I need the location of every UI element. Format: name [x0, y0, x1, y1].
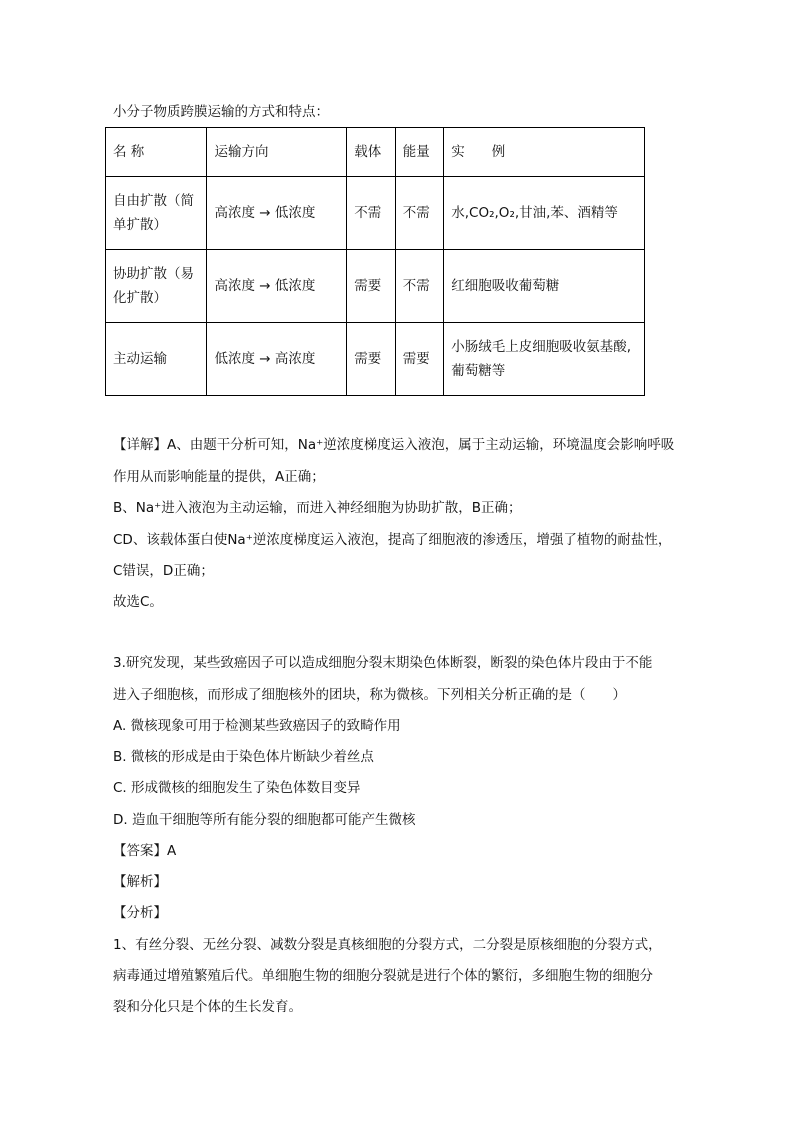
table-cell: 需要 [347, 250, 395, 323]
transport-table [105, 127, 645, 396]
detail-line: C错误，D正确； [113, 563, 214, 579]
detail-line: 作用从而影响能量的提供，A正确； [113, 469, 325, 485]
table-row [106, 250, 645, 323]
table-cell: 不需 [395, 177, 443, 250]
header-cell: 载体 [347, 128, 395, 177]
fenxi-heading: 【分析】 [113, 905, 167, 921]
detail-line: B、Na⁺进入液泡为主动运输，而进入神经细胞为协助扩散，B正确； [113, 500, 522, 516]
table-row [106, 177, 645, 250]
header-cell: 实 例 [444, 128, 645, 177]
analysis-line: 1、有丝分裂、无丝分裂、减数分裂是真核细胞的分裂方式，二分裂是原核细胞的分裂方式， [113, 937, 662, 953]
analysis-heading: 【解析】 [113, 874, 167, 890]
table-cell: 不需 [395, 250, 443, 323]
analysis-line: 裂和分化只是个体的生长发育。 [113, 999, 302, 1015]
table-cell: 高浓度 → 低浓度 [207, 250, 347, 323]
table-cell: 需要 [347, 323, 395, 396]
table-cell: 需要 [395, 323, 443, 396]
question-stem: 3.研究发现，某些致癌因子可以造成细胞分裂末期染色体断裂，断裂的染色体片段由于不能 [113, 655, 653, 671]
table-cell: 低浓度 → 高浓度 [207, 323, 347, 396]
table-cell: 水,CO₂,O₂,甘油,苯、酒精等 [444, 177, 645, 250]
table-cell: 主动运输 [106, 323, 207, 396]
table-cell: 红细胞吸收葡萄糖 [444, 250, 645, 323]
table-cell: 协助扩散（易化扩散） [106, 250, 207, 323]
header-cell: 能量 [395, 128, 443, 177]
answer-line: 【答案】A [113, 843, 177, 859]
table-intro: 小分子物质跨膜运输的方式和特点： [113, 104, 329, 120]
table-cell: 高浓度 → 低浓度 [207, 177, 347, 250]
option-d: D. 造血干细胞等所有能分裂的细胞都可能产生微核 [113, 812, 416, 828]
header-cell: 运输方向 [207, 128, 347, 177]
table-cell: 自由扩散（简单扩散） [106, 177, 207, 250]
table-row [106, 323, 645, 396]
option-a: A. 微核现象可用于检测某些致癌因子的致畸作用 [113, 718, 401, 734]
detail-line: 故选C。 [113, 594, 163, 610]
detail-line: CD、该载体蛋白使Na⁺逆浓度梯度运入液泡，提高了细胞液的渗透压，增强了植物的耐盐性， [113, 532, 672, 548]
table-cell: 小肠绒毛上皮细胞吸收氨基酸,葡萄糖等 [444, 323, 645, 396]
header-cell: 名 称 [106, 128, 207, 177]
option-b: B. 微核的形成是由于染色体片断缺少着丝点 [113, 749, 374, 765]
table-header-row [106, 128, 645, 177]
detail-line: 【详解】A、由题干分析可知，Na⁺逆浓度梯度运入液泡，属于主动运输，环境温度会影响呼吸 [113, 437, 675, 453]
analysis-line: 病毒通过增殖繁殖后代。单细胞生物的细胞分裂就是进行个体的繁衍，多细胞生物的细胞分 [113, 968, 653, 984]
question-stem: 进入子细胞核，而形成了细胞核外的团块，称为微核。下列相关分析正确的是（ ） [113, 687, 626, 703]
table-cell: 不需 [347, 177, 395, 250]
option-c: C. 形成微核的细胞发生了染色体数目变异 [113, 780, 361, 796]
